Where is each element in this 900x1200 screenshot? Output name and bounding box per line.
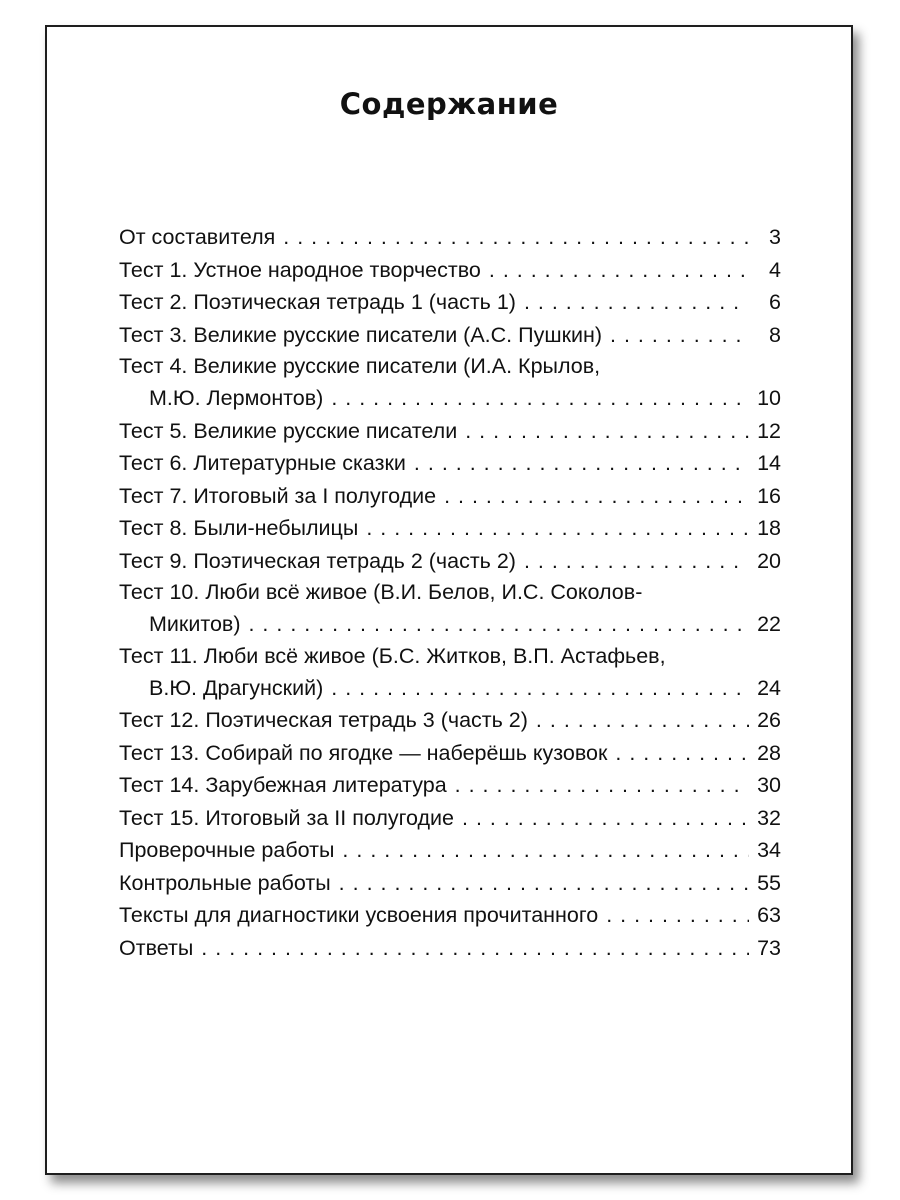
toc-entry-title: Микитов) bbox=[149, 612, 241, 636]
dot-leader bbox=[444, 480, 749, 513]
dot-leader bbox=[524, 286, 749, 319]
toc-entry-page: 55 bbox=[757, 870, 781, 895]
toc-entry-page: 6 bbox=[769, 290, 781, 314]
toc-entry bbox=[119, 480, 781, 513]
toc-entry-page: 22 bbox=[757, 612, 781, 636]
dot-leader bbox=[610, 319, 749, 352]
toc-entry-page: 10 bbox=[757, 386, 781, 410]
toc-entry bbox=[119, 577, 781, 641]
toc-entry bbox=[119, 254, 781, 287]
toc-entry bbox=[119, 899, 781, 932]
toc-entry bbox=[119, 932, 781, 965]
toc-entry-page: 34 bbox=[757, 838, 781, 862]
toc-entry-page: 3 bbox=[769, 225, 781, 249]
toc-entry bbox=[119, 415, 781, 448]
dot-leader bbox=[342, 834, 749, 867]
toc-entry bbox=[119, 286, 781, 319]
toc-entry-title: Тест 8. Были-небылицы bbox=[119, 516, 359, 540]
toc-entry-title: М.Ю. Лермонтов) bbox=[149, 386, 324, 410]
toc-entry-title: Тест 6. Литературные сказки bbox=[119, 451, 406, 475]
toc-entry-page: 16 bbox=[757, 483, 781, 508]
toc-entry-page: 14 bbox=[757, 451, 781, 475]
toc-entry-title: Тест 13. Собирай по ягодке — наберёшь кузовок bbox=[119, 740, 608, 765]
toc-entry-title-line: Тест 4. Великие русские писатели (И.А. Крылов, bbox=[119, 354, 601, 378]
dot-leader bbox=[248, 608, 749, 641]
toc-entry-title: Тест 2. Поэтическая тетрадь 1 (часть 1) bbox=[119, 290, 516, 314]
toc-entry-title: Тест 7. Итоговый за I полугодие bbox=[119, 483, 437, 508]
toc-entry-page: 63 bbox=[757, 903, 781, 927]
page-title: Содержание bbox=[339, 87, 559, 121]
toc-entry-title-line: Тест 11. Люби всё живое (Б.С. Житков, В.П. Астафьев, bbox=[119, 643, 666, 668]
dot-leader bbox=[489, 254, 749, 287]
toc-entry-page: 18 bbox=[757, 516, 781, 540]
dot-leader bbox=[606, 899, 749, 932]
toc-entry-page: 24 bbox=[757, 675, 781, 700]
toc-entry bbox=[119, 834, 781, 867]
dot-leader bbox=[339, 867, 749, 900]
toc-entry-page: 26 bbox=[757, 708, 781, 732]
toc-entry bbox=[119, 512, 781, 545]
toc-entry-title: Тест 15. Итоговый за II полугодие bbox=[119, 805, 455, 830]
dot-leader bbox=[462, 802, 749, 835]
toc-entry-title: Тест 12. Поэтическая тетрадь 3 (часть 2) bbox=[119, 708, 528, 732]
toc-entry-page: 73 bbox=[757, 935, 781, 960]
dot-leader bbox=[536, 704, 749, 737]
document-page bbox=[45, 25, 853, 1175]
toc-entry bbox=[119, 319, 781, 352]
toc-entry-title: Тест 3. Великие русские писатели (А.С. Пушкин) bbox=[119, 322, 603, 347]
dot-leader bbox=[465, 415, 749, 448]
toc-entry-title: От составителя bbox=[119, 225, 276, 249]
toc-entry bbox=[119, 769, 781, 802]
dot-leader bbox=[331, 672, 749, 705]
toc-entry-title: В.Ю. Драгунский) bbox=[149, 675, 324, 700]
toc-entry-title: Тест 9. Поэтическая тетрадь 2 (часть 2) bbox=[119, 548, 516, 573]
toc-entry bbox=[119, 351, 781, 415]
toc-entry bbox=[119, 802, 781, 835]
toc-entry-page: 28 bbox=[757, 740, 781, 765]
toc-entry bbox=[119, 447, 781, 480]
toc-entry bbox=[119, 641, 781, 705]
toc-entry bbox=[119, 221, 781, 254]
toc-entry-title: Тексты для диагностики усвоения прочитанного bbox=[119, 903, 599, 927]
dot-leader bbox=[366, 512, 749, 545]
toc-entry-page: 32 bbox=[757, 805, 781, 830]
dot-leader bbox=[455, 769, 749, 802]
dot-leader bbox=[283, 221, 749, 254]
toc-entry-page: 20 bbox=[757, 548, 781, 573]
toc-entry-title: Тест 5. Великие русские писатели bbox=[119, 418, 458, 443]
toc-entry-title: Тест 1. Устное народное творчество bbox=[119, 257, 481, 282]
toc-entry-title-line: Тест 10. Люби всё живое (В.И. Белов, И.С. Соколов- bbox=[119, 580, 643, 604]
dot-leader bbox=[524, 545, 749, 578]
toc-entry-title: Контрольные работы bbox=[119, 870, 331, 895]
table-of-contents bbox=[119, 221, 781, 964]
toc-entry-title: Проверочные работы bbox=[119, 838, 335, 862]
dot-leader bbox=[414, 447, 749, 480]
toc-entry bbox=[119, 545, 781, 578]
toc-entry-page: 30 bbox=[757, 773, 781, 797]
dot-leader bbox=[201, 932, 749, 965]
toc-entry-page: 4 bbox=[769, 257, 781, 282]
toc-entry bbox=[119, 867, 781, 900]
dot-leader bbox=[615, 737, 749, 770]
dot-leader bbox=[331, 382, 749, 415]
toc-entry-page: 8 bbox=[769, 322, 781, 347]
toc-entry-page: 12 bbox=[757, 418, 781, 443]
toc-entry-title: Тест 14. Зарубежная литература bbox=[119, 773, 447, 797]
toc-entry bbox=[119, 737, 781, 770]
toc-entry-title: Ответы bbox=[119, 935, 194, 960]
toc-entry bbox=[119, 704, 781, 737]
